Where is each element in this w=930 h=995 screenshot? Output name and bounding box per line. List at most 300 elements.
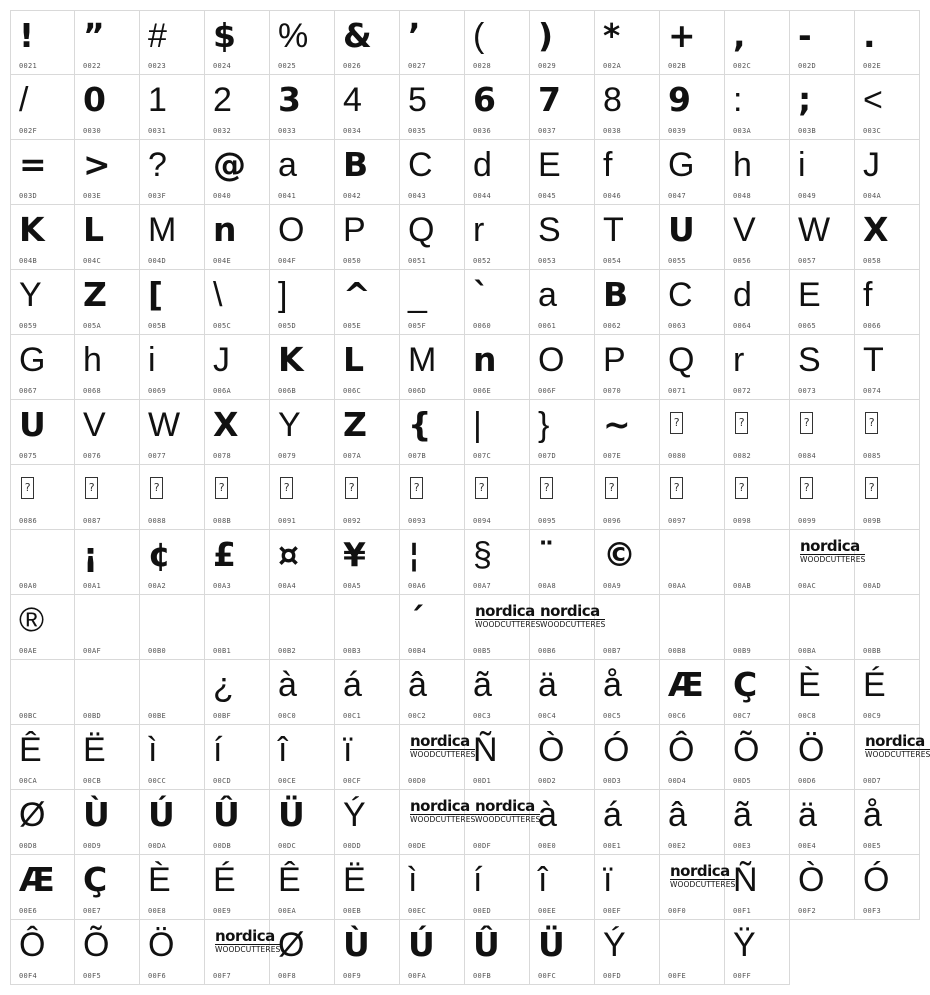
glyph-char: X <box>213 405 239 444</box>
glyph-char: Ñ <box>733 861 758 899</box>
glyph-code: 0068 <box>83 387 102 395</box>
glyph-cell <box>660 335 725 400</box>
glyph-cell <box>855 140 920 205</box>
missing-glyph-box: ? <box>670 477 683 499</box>
glyph-cell <box>140 10 205 75</box>
glyph-code: 002A <box>603 62 622 70</box>
glyph-code: 0026 <box>343 62 362 70</box>
glyph-cell <box>725 140 790 205</box>
glyph-char: r <box>733 341 745 379</box>
glyph-char: í <box>213 731 223 769</box>
glyph-char: C <box>408 146 433 184</box>
glyph-cell <box>400 75 465 140</box>
glyph-cell <box>660 530 725 595</box>
glyph-code: 00C9 <box>863 712 882 720</box>
glyph-cell <box>75 205 140 270</box>
glyph-cell <box>855 335 920 400</box>
glyph-cell <box>335 10 400 75</box>
glyph-char: 8 <box>603 81 622 119</box>
glyph-cell <box>725 335 790 400</box>
glyph-code: 0095 <box>538 517 557 525</box>
glyph-cell <box>205 855 270 920</box>
glyph-code: 00A7 <box>473 582 492 590</box>
glyph-code: 00C1 <box>343 712 362 720</box>
glyph-code: 00AF <box>83 647 102 655</box>
glyph-char: 6 <box>473 80 496 119</box>
glyph-cell <box>465 790 541 855</box>
glyph-cell <box>335 725 400 790</box>
glyph-char: Ù <box>83 795 110 834</box>
glyph-char: ( <box>473 17 485 55</box>
glyph-cell <box>75 725 140 790</box>
glyph-char: J <box>863 146 880 184</box>
glyph-cell <box>530 790 595 855</box>
glyph-char: ] <box>278 276 288 314</box>
glyph-char: B <box>343 145 369 184</box>
glyph-char: d <box>733 276 752 314</box>
missing-glyph-box: ? <box>280 477 293 499</box>
glyph-code: 00E7 <box>83 907 102 915</box>
glyph-cell <box>725 530 790 595</box>
glyph-code: 0030 <box>83 127 102 135</box>
glyph-cell <box>790 400 855 465</box>
glyph-cell <box>660 270 725 335</box>
glyph-cell <box>725 75 790 140</box>
glyph-char: 1 <box>148 81 167 119</box>
glyph-code: 00F9 <box>343 972 362 980</box>
glyph-cell <box>595 660 660 725</box>
glyph-code: 00CD <box>213 777 232 785</box>
glyph-cell <box>400 790 476 855</box>
glyph-cell <box>465 10 530 75</box>
glyph-char: © <box>603 535 636 574</box>
glyph-cell <box>205 75 270 140</box>
glyph-cell <box>400 205 465 270</box>
logo-word: nordica <box>540 602 600 620</box>
glyph-code: 006B <box>278 387 297 395</box>
glyph-cell <box>270 465 335 530</box>
glyph-char: å <box>863 796 882 834</box>
glyph-code: 00CE <box>278 777 297 785</box>
glyph-cell <box>660 465 725 530</box>
glyph-cell <box>335 75 400 140</box>
logo-word: nordica <box>475 797 535 815</box>
missing-glyph-box: ? <box>865 412 878 434</box>
glyph-cell <box>75 855 140 920</box>
glyph-code: 00C8 <box>798 712 817 720</box>
glyph-char: ì <box>148 731 158 769</box>
glyph-char: < <box>863 81 883 119</box>
glyph-code: 00A2 <box>148 582 167 590</box>
glyph-char: È <box>798 666 821 704</box>
logo-subtitle: WOODCUTTERES <box>215 945 281 954</box>
glyph-char: G <box>19 341 46 379</box>
glyph-code: 00EF <box>603 907 622 915</box>
glyph-char: ! <box>19 16 35 55</box>
glyph-code: 003E <box>83 192 102 200</box>
glyph-cell <box>10 335 75 400</box>
glyph-code: 00A8 <box>538 582 557 590</box>
logo-subtitle: WOODCUTTERES <box>475 620 541 629</box>
missing-glyph-box: ? <box>21 477 34 499</box>
glyph-code: 0075 <box>19 452 38 460</box>
glyph-char: M <box>408 341 437 379</box>
glyph-cell <box>465 140 530 205</box>
glyph-char: 5 <box>408 81 427 119</box>
glyph-code: 003C <box>863 127 882 135</box>
glyph-cell <box>75 530 140 595</box>
glyph-char: Ú <box>408 925 435 964</box>
glyph-code: 004B <box>19 257 38 265</box>
glyph-cell <box>855 400 920 465</box>
glyph-code: 00A0 <box>19 582 38 590</box>
glyph-char: å <box>603 666 622 704</box>
glyph-cell <box>335 140 400 205</box>
glyph-cell <box>10 10 75 75</box>
glyph-char: Æ <box>19 860 55 899</box>
glyph-cell <box>530 270 595 335</box>
glyph-code: 00B9 <box>733 647 752 655</box>
glyph-char: Ù <box>343 925 370 964</box>
glyph-code: 004F <box>278 257 297 265</box>
glyph-char: & <box>343 16 372 55</box>
glyph-code: 008B <box>213 517 232 525</box>
glyph-code: 0061 <box>538 322 557 330</box>
glyph-char: â <box>408 666 427 704</box>
glyph-cell <box>790 335 855 400</box>
glyph-cell <box>205 530 270 595</box>
glyph-cell <box>530 920 595 985</box>
glyph-code: 00F6 <box>148 972 167 980</box>
glyph-char: ´ <box>408 600 425 639</box>
glyph-char: P <box>603 341 626 379</box>
glyph-code: 00E6 <box>19 907 38 915</box>
glyph-code: 0092 <box>343 517 362 525</box>
glyph-cell <box>335 595 400 660</box>
glyph-code: 009B <box>863 517 882 525</box>
glyph-cell <box>400 595 465 660</box>
glyph-char: n <box>213 210 237 249</box>
glyph-char: Ó <box>603 731 630 769</box>
glyph-code: 0057 <box>798 257 817 265</box>
glyph-char: î <box>278 731 288 769</box>
glyph-cell <box>140 75 205 140</box>
glyph-cell <box>270 855 335 920</box>
glyph-code: 005D <box>278 322 297 330</box>
glyph-cell <box>270 595 335 660</box>
glyph-code: 0034 <box>343 127 362 135</box>
glyph-char: ¦ <box>408 535 421 574</box>
glyph-code: 00FC <box>538 972 557 980</box>
glyph-code: 00B4 <box>408 647 427 655</box>
glyph-code: 00F1 <box>733 907 752 915</box>
glyph-code: 00D4 <box>668 777 687 785</box>
glyph-char: Ö <box>798 731 825 769</box>
glyph-code: 00AB <box>733 582 752 590</box>
glyph-code: 00D7 <box>863 777 882 785</box>
glyph-char: } <box>538 406 550 444</box>
missing-glyph-box: ? <box>735 412 748 434</box>
glyph-char: ä <box>798 796 817 834</box>
glyph-cell <box>400 855 465 920</box>
glyph-char: É <box>863 666 886 704</box>
glyph-code: 0088 <box>148 517 167 525</box>
glyph-code: 00F2 <box>798 907 817 915</box>
glyph-code: 0079 <box>278 452 297 460</box>
glyph-code: 0046 <box>603 192 622 200</box>
glyph-code: 00BB <box>863 647 882 655</box>
glyph-char: : <box>733 81 743 119</box>
glyph-code: 0066 <box>863 322 882 330</box>
glyph-code: 00AE <box>19 647 38 655</box>
glyph-code: 00AC <box>798 582 817 590</box>
glyph-code: 00A5 <box>343 582 362 590</box>
glyph-cell <box>855 205 920 270</box>
glyph-char: Ë <box>83 731 106 769</box>
glyph-code: 00E8 <box>148 907 167 915</box>
glyph-char: % <box>278 17 309 55</box>
glyph-code: 00AD <box>863 582 882 590</box>
glyph-char: Ö <box>148 926 175 964</box>
glyph-code: 00B5 <box>473 647 492 655</box>
glyph-code: 004C <box>83 257 102 265</box>
glyph-char: U <box>19 405 46 444</box>
glyph-char: Ü <box>278 795 305 834</box>
glyph-code: 00ED <box>473 907 492 915</box>
glyph-cell <box>140 660 205 725</box>
glyph-code: 00C4 <box>538 712 557 720</box>
glyph-char: ã <box>473 666 492 704</box>
glyph-code: 00EC <box>408 907 427 915</box>
glyph-cell <box>595 10 660 75</box>
glyph-cell <box>270 530 335 595</box>
glyph-cell <box>725 790 790 855</box>
glyph-cell <box>270 400 335 465</box>
glyph-cell <box>530 465 595 530</box>
glyph-code: 00BC <box>19 712 38 720</box>
glyph-cell <box>205 660 270 725</box>
glyph-code: 004A <box>863 192 882 200</box>
glyph-cell <box>595 855 660 920</box>
glyph-char: Ò <box>798 861 825 899</box>
glyph-cell <box>660 660 725 725</box>
glyph-code: 0078 <box>213 452 232 460</box>
glyph-char: = <box>19 145 47 184</box>
glyph-code: 0062 <box>603 322 622 330</box>
glyph-cell <box>140 920 205 985</box>
glyph-char: á <box>603 796 622 834</box>
glyph-code: 00EB <box>343 907 362 915</box>
logo-word: nordica <box>865 732 925 750</box>
glyph-code: 005F <box>408 322 427 330</box>
logo-word: nordica <box>800 537 860 555</box>
glyph-code: 0080 <box>668 452 687 460</box>
glyph-code: 0038 <box>603 127 622 135</box>
glyph-code: 003B <box>798 127 817 135</box>
glyph-cell <box>75 335 140 400</box>
glyph-code: 00B8 <box>668 647 687 655</box>
missing-glyph-box: ? <box>865 477 878 499</box>
glyph-cell <box>660 205 725 270</box>
glyph-code: 007C <box>473 452 492 460</box>
glyph-code: 00EE <box>538 907 557 915</box>
missing-glyph-box: ? <box>735 477 748 499</box>
glyph-char: > <box>83 145 111 184</box>
glyph-char: Ø <box>278 926 305 964</box>
glyph-cell <box>140 725 205 790</box>
glyph-code: 005C <box>213 322 232 330</box>
glyph-code: 0025 <box>278 62 297 70</box>
glyph-code: 006A <box>213 387 232 395</box>
glyph-code: 0029 <box>538 62 557 70</box>
logo-subtitle: WOODCUTTERES <box>540 620 606 629</box>
glyph-char: Z <box>343 405 367 444</box>
glyph-cell <box>400 140 465 205</box>
glyph-char: ã <box>733 796 752 834</box>
glyph-code: 0035 <box>408 127 427 135</box>
glyph-cell <box>75 75 140 140</box>
glyph-char: | <box>473 406 482 444</box>
glyph-code: 0070 <box>603 387 622 395</box>
glyph-code: 00E1 <box>603 842 622 850</box>
glyph-code: 00A4 <box>278 582 297 590</box>
glyph-char: . <box>863 16 876 55</box>
glyph-code: 007A <box>343 452 362 460</box>
glyph-char: ” <box>83 16 105 55</box>
glyph-cell <box>10 140 75 205</box>
glyph-cell <box>140 790 205 855</box>
glyph-code: 002B <box>668 62 687 70</box>
glyph-code: 00BE <box>148 712 167 720</box>
glyph-code: 00B2 <box>278 647 297 655</box>
glyph-char: ~ <box>603 405 631 444</box>
glyph-cell <box>595 335 660 400</box>
logo-subtitle: WOODCUTTERES <box>865 750 930 759</box>
glyph-cell <box>530 400 595 465</box>
glyph-char: î <box>538 861 548 899</box>
glyph-cell <box>400 725 476 790</box>
glyph-code: 0085 <box>863 452 882 460</box>
glyph-code: 0072 <box>733 387 752 395</box>
glyph-char: Ô <box>668 731 695 769</box>
glyph-cell <box>660 920 725 985</box>
glyph-cell <box>75 465 140 530</box>
glyph-char: 0 <box>83 80 106 119</box>
glyph-cell <box>530 205 595 270</box>
glyph-code: 0059 <box>19 322 38 330</box>
glyph-code: 00A3 <box>213 582 232 590</box>
glyph-char: L <box>83 210 105 249</box>
missing-glyph-box: ? <box>85 477 98 499</box>
glyph-code: 0091 <box>278 517 297 525</box>
logo-word: nordica <box>215 927 275 945</box>
glyph-cell <box>725 725 790 790</box>
glyph-cell <box>595 725 660 790</box>
glyph-char: à <box>278 666 297 704</box>
glyph-code: 0044 <box>473 192 492 200</box>
glyph-cell <box>595 790 660 855</box>
glyph-cell <box>400 660 465 725</box>
glyph-char: Ý <box>343 796 366 834</box>
glyph-char: ; <box>798 80 812 119</box>
glyph-char: ¡ <box>83 535 99 574</box>
glyph-cell <box>10 660 75 725</box>
glyph-code: 00D8 <box>19 842 38 850</box>
glyph-char: a <box>278 146 297 184</box>
glyph-cell <box>205 790 270 855</box>
glyph-code: 00E3 <box>733 842 752 850</box>
glyph-cell <box>465 855 530 920</box>
glyph-cell <box>205 920 281 985</box>
glyph-char: ¿ <box>213 666 234 704</box>
glyph-code: 0055 <box>668 257 687 265</box>
glyph-cell <box>75 790 140 855</box>
glyph-code: 0049 <box>798 192 817 200</box>
glyph-char: ä <box>538 666 557 704</box>
glyph-code: 002F <box>19 127 38 135</box>
glyph-code: 00FF <box>733 972 752 980</box>
missing-glyph-box: ? <box>605 477 618 499</box>
glyph-char: Û <box>213 795 240 834</box>
glyph-code: 002D <box>798 62 817 70</box>
glyph-char: Ò <box>538 731 565 769</box>
glyph-cell <box>270 205 335 270</box>
glyph-char: r <box>473 211 485 249</box>
glyph-cell <box>790 10 855 75</box>
glyph-char: E <box>798 276 821 314</box>
glyph-cell <box>595 400 660 465</box>
glyph-char: S <box>798 341 821 379</box>
glyph-char: Ú <box>148 795 175 834</box>
nordica-logo-glyph <box>865 733 930 759</box>
glyph-cell <box>270 10 335 75</box>
logo-word: nordica <box>670 862 730 880</box>
glyph-char: ) <box>538 16 554 55</box>
glyph-code: 00C2 <box>408 712 427 720</box>
glyph-char: ¨ <box>538 535 555 574</box>
glyph-char: É <box>213 861 236 899</box>
glyph-char: 2 <box>213 81 232 119</box>
glyph-code: 00C6 <box>668 712 687 720</box>
glyph-char: * <box>603 16 621 55</box>
glyph-cell <box>75 660 140 725</box>
glyph-char: K <box>278 340 304 379</box>
glyph-cell <box>595 270 660 335</box>
glyph-cell <box>595 920 660 985</box>
glyph-char: X <box>863 210 889 249</box>
glyph-code: 00C7 <box>733 712 752 720</box>
missing-glyph-box: ? <box>540 477 553 499</box>
glyph-cell <box>530 660 595 725</box>
glyph-code: 0045 <box>538 192 557 200</box>
glyph-cell <box>790 205 855 270</box>
glyph-code: 002E <box>863 62 882 70</box>
glyph-cell <box>595 140 660 205</box>
glyph-cell <box>660 75 725 140</box>
glyph-char: h <box>83 341 102 379</box>
glyph-char: ^ <box>343 275 371 314</box>
glyph-code: 00C3 <box>473 712 492 720</box>
glyph-code: 00A6 <box>408 582 427 590</box>
glyph-char: â <box>668 796 687 834</box>
glyph-cell <box>140 595 205 660</box>
glyph-cell <box>660 595 725 660</box>
glyph-code: 0098 <box>733 517 752 525</box>
glyph-char: J <box>213 341 230 379</box>
glyph-char: Ë <box>343 861 366 899</box>
glyph-cell <box>725 465 790 530</box>
glyph-cell <box>530 10 595 75</box>
